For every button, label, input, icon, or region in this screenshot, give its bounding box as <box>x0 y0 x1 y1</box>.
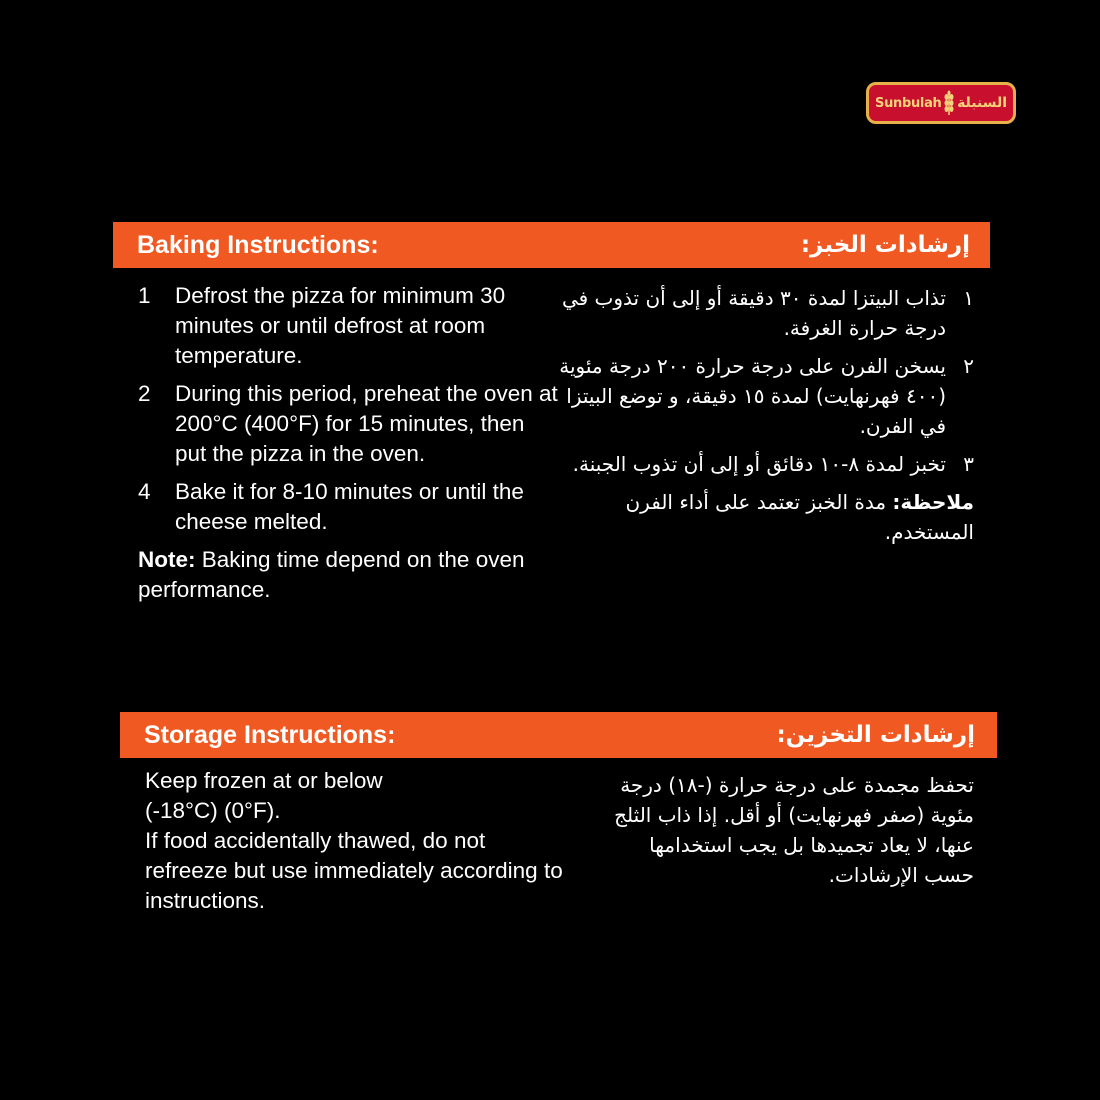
step-text: يسخن الفرن على درجة حرارة ٢٠٠ درجة مئوية (٤٠٠ فهرنهايت) لمدة ١٥ دقيقة، و توضع البيتزا في الفرن. <box>559 354 946 438</box>
step-text: Defrost the pizza for minimum 30 minutes or until defrost at room temperature. <box>175 283 506 368</box>
step-text: Bake it for 8-10 minutes or until the cheese melted. <box>175 479 524 534</box>
step-number: 2 <box>138 381 151 406</box>
brand-logo <box>866 82 1016 124</box>
storage-title-en: Storage Instructions: <box>144 720 396 749</box>
wheat-icon <box>942 90 956 116</box>
baking-step-en <box>138 281 558 371</box>
baking-step-en <box>138 379 558 469</box>
baking-step-ar <box>554 449 974 479</box>
storage-text-ar: تحفظ مجمدة على درجة حرارة (-١٨) درجة مئوية (صفر فهرنهايت) أو أقل. إذا ذاب الثلج عنها، لا يعاد تجميدها بل يجب استخدامها حسب الإرشادات. <box>614 773 974 887</box>
step-number: ٢ <box>963 354 974 378</box>
step-text: During this period, preheat the oven at 200°C (400°F) for 15 minutes, then put the pizza in the oven. <box>175 381 558 466</box>
baking-title-en: Baking Instructions: <box>137 230 379 259</box>
note-label: ملاحظة: <box>892 490 974 514</box>
storage-instructions-en <box>145 766 565 916</box>
baking-step-ar <box>554 351 974 441</box>
baking-step-ar <box>554 283 974 343</box>
storage-title-ar: إرشادات التخزين: <box>776 722 975 748</box>
storage-instructions-ar <box>614 770 974 890</box>
baking-note-en <box>138 545 558 605</box>
baking-note-ar <box>554 487 974 547</box>
step-text: تذاب البيتزا لمدة ٣٠ دقيقة أو إلى أن تذوب في درجة حرارة الغرفة. <box>561 286 946 340</box>
step-number: 4 <box>138 479 151 504</box>
step-number: ١ <box>963 286 974 310</box>
storage-line: Keep frozen at or below <box>145 768 383 793</box>
step-text: تخبز لمدة ٨-١٠ دقائق أو إلى أن تذوب الجبنة. <box>572 452 946 476</box>
baking-step-en <box>138 477 558 537</box>
baking-instructions-header <box>113 222 990 268</box>
note-text: Baking time depend on the oven performance. <box>138 547 525 602</box>
storage-line: (-18°C) (0°F). <box>145 798 281 823</box>
baking-instructions-ar <box>554 283 974 547</box>
note-label: Note: <box>138 547 196 572</box>
baking-title-ar: إرشادات الخبز: <box>800 232 970 258</box>
note-text: مدة الخبز تعتمد على أداء الفرن المستخدم. <box>625 490 974 544</box>
storage-instructions-header <box>120 712 997 758</box>
logo-arabic-text: السنبلة <box>957 95 1007 111</box>
step-number: 1 <box>138 283 151 308</box>
step-number: ٣ <box>963 452 974 476</box>
storage-line: If food accidentally thawed, do not refreeze but use immediately according to instructions. <box>145 828 563 913</box>
logo-latin-text: Sunbulah <box>875 95 942 111</box>
baking-instructions-en <box>138 281 558 605</box>
